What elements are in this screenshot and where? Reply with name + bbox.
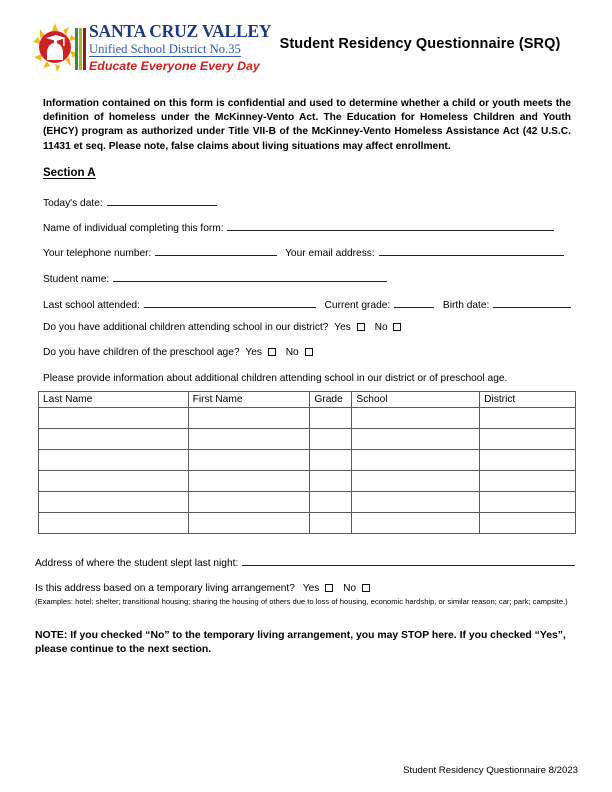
field-row-todays-date: [43, 196, 218, 210]
email-input[interactable]: [379, 246, 564, 256]
additional-children-label: Do you have additional children attending school in our district?: [43, 322, 329, 333]
temporary-living-question: [35, 583, 373, 594]
email-label: Your email address:: [285, 248, 375, 259]
birth-date-input[interactable]: [493, 298, 571, 308]
cell-first-name[interactable]: [188, 513, 310, 534]
cell-district[interactable]: [480, 450, 576, 471]
table-row: [39, 429, 576, 450]
table-row: [39, 492, 576, 513]
table-row: [39, 450, 576, 471]
page-title: Student Residency Questionnaire (SRQ): [279, 36, 561, 52]
preschool-children-no-checkbox[interactable]: [305, 348, 313, 356]
cell-school[interactable]: [352, 408, 480, 429]
temporary-living-examples: (Examples: hotel; shelter; transitional housing; sharing the housing of others due to loss of housing, economic hardship, or similar reason; car; park; campsite.): [35, 597, 568, 606]
cell-first-name[interactable]: [188, 471, 310, 492]
field-row-phone-email: [43, 246, 565, 260]
temporary-yes-checkbox[interactable]: [325, 584, 333, 592]
address-slept-input[interactable]: [242, 556, 575, 566]
section-a-heading: Section A: [43, 167, 96, 179]
cell-grade[interactable]: [310, 513, 352, 534]
additional-children-table: [38, 391, 576, 534]
cell-grade[interactable]: [310, 492, 352, 513]
cell-district[interactable]: [480, 492, 576, 513]
temporary-no-label: No: [343, 583, 357, 594]
page-footer: Student Residency Questionnaire 8/2023: [403, 765, 578, 776]
student-name-label: Student name:: [43, 274, 110, 285]
cell-last-name[interactable]: [39, 513, 189, 534]
temporary-no-checkbox[interactable]: [362, 584, 370, 592]
book-bars-graphic: [75, 26, 88, 72]
table-intro-text: Please provide information about additional children attending school in our district or of preschool age.: [43, 373, 508, 384]
temporary-living-label: Is this address based on a temporary living arrangement?: [35, 583, 295, 594]
sunburst-graduate-icon: [33, 23, 79, 73]
column-header-school: School: [352, 392, 480, 408]
last-school-label: Last school attended:: [43, 300, 140, 311]
telephone-input[interactable]: [155, 246, 277, 256]
student-name-input[interactable]: [113, 272, 387, 282]
preschool-children-yes-checkbox[interactable]: [268, 348, 276, 356]
cell-grade[interactable]: [310, 429, 352, 450]
logo-line-3: Educate Everyone Every Day: [89, 59, 260, 73]
cell-school[interactable]: [352, 471, 480, 492]
confidentiality-paragraph: Information contained on this form is confidential and used to determine whether a child or youth meets the definition of homeless under the McKinney-Vento Act. The Education for Homeless Children and Youth (EHCY) program as authorized under Title VII-B of the McKinney-Vento Homeless Assistance Act (42 U.S.C. 11431 et seq. Please note, false claims about living situations may affect enrollment.: [43, 98, 571, 152]
cell-last-name[interactable]: [39, 471, 189, 492]
field-row-student-name: [43, 272, 388, 286]
telephone-label: Your telephone number:: [43, 248, 152, 259]
book-bars-icon: [75, 26, 87, 70]
cell-school[interactable]: [352, 450, 480, 471]
cell-grade[interactable]: [310, 408, 352, 429]
question-additional-children: [43, 321, 404, 334]
field-row-last-school: [43, 298, 572, 312]
cell-first-name[interactable]: [188, 450, 310, 471]
page-header: [0, 18, 612, 80]
name-of-individual-input[interactable]: [227, 221, 554, 231]
cell-last-name[interactable]: [39, 492, 189, 513]
logo-line-2: Unified School District No.35: [89, 42, 241, 56]
cell-district[interactable]: [480, 513, 576, 534]
preschool-children-no-label: No: [285, 347, 299, 358]
current-grade-label: Current grade:: [324, 300, 391, 311]
preschool-children-yes-label: Yes: [245, 347, 262, 358]
district-logo: [33, 21, 272, 78]
logo-graphic: [33, 23, 79, 73]
additional-children-no-checkbox[interactable]: [393, 323, 401, 331]
additional-children-yes-checkbox[interactable]: [357, 323, 365, 331]
column-header-first-name: First Name: [188, 392, 310, 408]
table-body: [39, 408, 576, 534]
cell-school[interactable]: [352, 492, 480, 513]
cell-first-name[interactable]: [188, 429, 310, 450]
name-of-individual-label: Name of individual completing this form:: [43, 223, 224, 234]
stop-note: NOTE: If you checked “No” to the temporary living arrangement, you may STOP here. If you checked “Yes”, please continue to the next section.: [35, 630, 566, 655]
cell-school[interactable]: [352, 429, 480, 450]
cell-grade[interactable]: [310, 471, 352, 492]
column-header-district: District: [480, 392, 576, 408]
cell-last-name[interactable]: [39, 408, 189, 429]
cell-district[interactable]: [480, 471, 576, 492]
todays-date-label: Today's date:: [43, 198, 103, 209]
question-preschool-children: [43, 346, 316, 359]
logo-line-1: SANTA CRUZ VALLEY: [89, 21, 272, 41]
table-header-row: [39, 392, 576, 408]
logo-wordmark: [89, 21, 272, 74]
cell-last-name[interactable]: [39, 450, 189, 471]
cell-grade[interactable]: [310, 450, 352, 471]
cell-district[interactable]: [480, 429, 576, 450]
cell-school[interactable]: [352, 513, 480, 534]
additional-children-yes-label: Yes: [334, 322, 351, 333]
additional-children-no-label: No: [374, 322, 388, 333]
address-slept-label: Address of where the student slept last night:: [35, 558, 239, 569]
cell-last-name[interactable]: [39, 429, 189, 450]
cell-first-name[interactable]: [188, 408, 310, 429]
table-row: [39, 513, 576, 534]
table-row: [39, 408, 576, 429]
table-row: [39, 471, 576, 492]
temporary-yes-label: Yes: [302, 583, 320, 594]
field-row-name-of-individual: [43, 221, 555, 235]
todays-date-input[interactable]: [107, 196, 217, 206]
address-slept-row: [35, 556, 576, 569]
last-school-input[interactable]: [144, 298, 316, 308]
preschool-children-label: Do you have children of the preschool age?: [43, 347, 240, 358]
current-grade-input[interactable]: [394, 298, 434, 308]
birth-date-label: Birth date:: [442, 300, 490, 311]
cell-district[interactable]: [480, 408, 576, 429]
column-header-grade: Grade: [310, 392, 352, 408]
cell-first-name[interactable]: [188, 492, 310, 513]
column-header-last-name: Last Name: [39, 392, 189, 408]
